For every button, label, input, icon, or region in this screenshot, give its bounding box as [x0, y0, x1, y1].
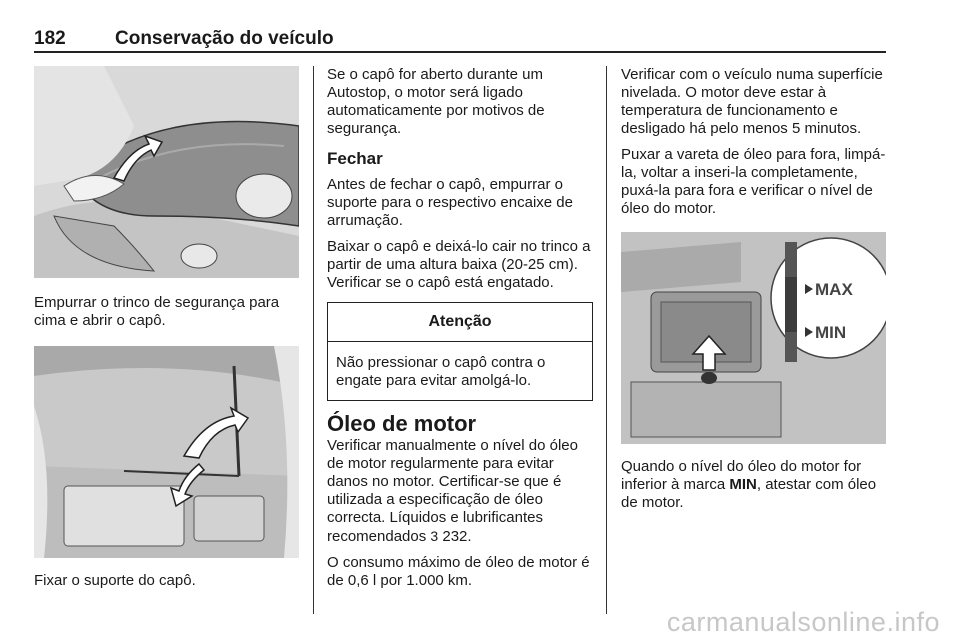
- column-divider-2: [606, 66, 607, 614]
- watermark: carmanualsonline.info: [666, 607, 940, 637]
- column-2: [327, 66, 593, 598]
- caption-min-mark: MIN: [729, 476, 757, 493]
- oil-check-text: Verificar manualmente o nível do óleo de motor regularmente para evitar danos no motor. Certificar-se que é utilizada a especificação de óleo correcta. Líquidos e lubrificantes recomendados: [327, 437, 578, 545]
- figure-caption-1: Empurrar o trinco de segurança para cima e abrir o capô.: [34, 294, 280, 329]
- close-paragraph-1: Antes de fechar o capô, empurrar o suporte para o respectivo encaixe de arrumação.: [327, 176, 573, 229]
- column-1: [34, 66, 299, 598]
- autostop-paragraph: Se o capô for aberto durante um Autostop, o motor será ligado automaticamente por motivos de segurança.: [327, 66, 545, 137]
- hood-support-image: [34, 346, 299, 558]
- column-3: [621, 66, 886, 520]
- level-check-paragraph-2: Puxar a vareta de óleo para fora, limpá-la, voltar a inseri-la completamente, puxá-la para fora e verificar o nível de óleo do motor.: [621, 146, 886, 217]
- oil-consumption-paragraph: O consumo máximo de óleo de motor é de 0,6 l por 1.000 km.: [327, 554, 590, 589]
- caption-text-after: , atestar com óleo de motor.: [621, 476, 877, 511]
- car-hood-image: [34, 66, 299, 278]
- page-reference[interactable]: 232.: [442, 528, 472, 545]
- warning-text: Não pressionar o capô contra o engate para evitar amolgá-lo.: [336, 354, 546, 389]
- level-check-paragraph-1: Verificar com o veículo numa superfície nivelada. O motor deve estar à temperatura de funcionamento e desligado há pelo menos 5 minutos.: [621, 66, 883, 137]
- page-number: 182: [34, 28, 66, 49]
- dipstick-image: [621, 232, 886, 444]
- oil-check-paragraph: [327, 437, 593, 546]
- chapter-title: Conservação do veículo: [115, 28, 334, 49]
- page-reference-icon: 3: [430, 528, 439, 544]
- dipstick-illustration: [621, 232, 886, 444]
- hood-opening-illustration: [34, 66, 299, 278]
- warning-title: Atenção: [328, 303, 592, 342]
- column-divider-1: [313, 66, 314, 614]
- dipstick-min-label: MIN: [815, 323, 847, 342]
- caption-text-before: Quando o nível do óleo do motor for inferior à marca: [621, 458, 862, 493]
- dipstick-max-label: MAX: [815, 280, 853, 299]
- figure-caption-2: Fixar o suporte do capô.: [34, 572, 196, 589]
- header-rule: [34, 51, 886, 53]
- figure-caption-3: [621, 458, 886, 512]
- section-title-engine-oil: Óleo de motor: [327, 411, 477, 436]
- page-header: [34, 28, 886, 52]
- close-paragraph-2: Baixar o capô e deixá-lo cair no trinco a partir de uma altura baixa (20-25 cm). Verificar se o capô está engatado.: [327, 238, 591, 291]
- warning-box: [327, 302, 593, 401]
- hood-stay-illustration: [34, 346, 299, 558]
- heading-close: Fechar: [327, 149, 383, 168]
